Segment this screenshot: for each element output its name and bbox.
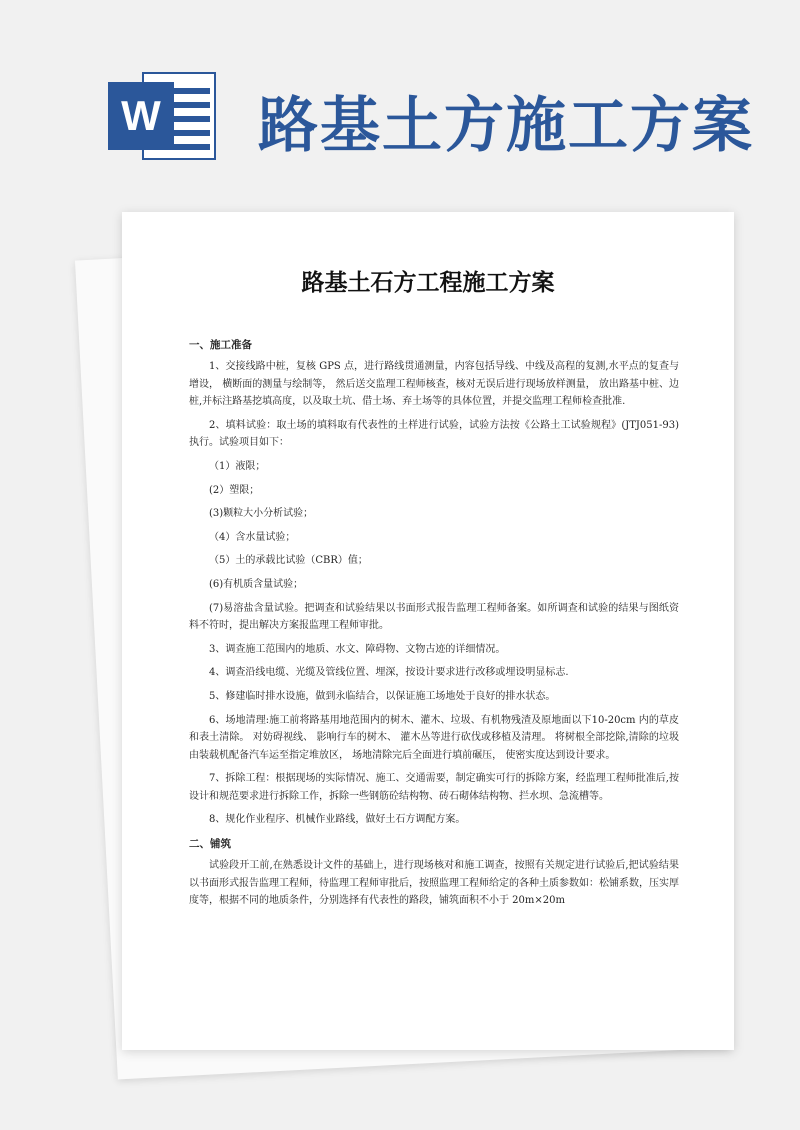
paragraph: 7、拆除工程：根据现场的实际情况、施工、交通需要，制定确实可行的拆除方案，经监理工程师批准后,按设计和规范要求进行拆除工作，拆除一些钢筋砼结构物、砖石砌体结构物、拦水坝、急流槽等。 [189,773,679,802]
paragraph: 8、规化作业程序、机械作业路线，做好土石方调配方案。 [209,814,466,826]
list-item: （4）含水量试验； [209,531,296,543]
paragraph: 5、修建临时排水设施，做到永临结合，以保证施工场地处于良好的排水状态。 [209,690,556,702]
document-body [189,336,679,916]
list-item: (6)有机质含量试验； [209,578,304,590]
paragraph: 1、交接线路中桩，复核 GPS 点，进行路线贯通测量，内容包括导线、中线及高程的复测,水平点的复查与增设， 横断面的测量与绘制等， 然后送交监理工程师核查，核对无误后进行现场放样测量， 放出路基中桩、边桩,并标注路基挖填高度，以及取土坑、借土场、弃土场等的具体位置，并提交监理工程师检查批准. [189,361,679,408]
section-heading: 一、施工准备 [189,339,252,351]
header [0,0,800,200]
list-item: (2）塑限； [209,484,260,496]
word-icon-line [170,130,210,136]
paragraph: 4、调查沿线电缆、光缆及管线位置、埋深，按设计要求进行改移或埋设明显标志. [209,667,569,679]
word-icon-line [170,88,210,94]
word-icon-line [170,116,210,122]
section-heading: 二、铺筑 [189,838,231,851]
paragraph: 3、调查施工范围内的地质、水文、障碍物、文物古迹的详细情况。 [209,643,506,655]
list-item: （1）液限； [209,460,266,472]
paragraph: (7)易溶盐含量试验。把调查和试验结果以书面形式报告监理工程师备案。如所调查和试验的结果与图纸资料不符时，提出解决方案报监理工程师审批。 [189,602,679,632]
word-icon-line [170,102,210,108]
word-icon-line [170,144,210,150]
paragraph: 6、场地清理:施工前将路基用地范围内的树木、灌木、垃圾、有机物残渣及原地面以下10-20cm 内的草皮和表土清除。 对妨碍视线、 影响行车的树木、 灌木丛等进行砍伐或移植及清理。 将树根全部挖除,清除的垃圾由装载机配备汽车运至指定堆放区， 场地清除完后全面进行填前碾压， 使密实度达到设计要求。 [189,714,679,761]
word-icon [108,72,216,160]
document-page [122,212,734,1050]
document-title: 路基土石方工程施工方案 [301,270,555,296]
word-icon-letter: W [108,82,174,150]
list-item: （5）土的承载比试验（CBR）值； [209,555,368,567]
list-item: (3)颗粒大小分析试验； [209,508,314,520]
paragraph: 2、填料试验：取土场的填料取有代表性的土样进行试验，试验方法按《公路土工试验规程》(JTJ051-93)执行。试验项目如下： [189,419,679,449]
page-title: 路基土方施工方案 [258,91,754,161]
paragraph: 试验段开工前,在熟悉设计文件的基础上，进行现场核对和施工调查，按照有关规定进行试验后,把试验结果以书面形式报告监理工程师，待监理工程师审批后，按照监理工程师给定的各种土质参数如：松铺系数，压实厚度等，根据不同的地质条件，分别选择有代表性的路段，铺筑面积不小于 20m×20m [189,860,679,907]
